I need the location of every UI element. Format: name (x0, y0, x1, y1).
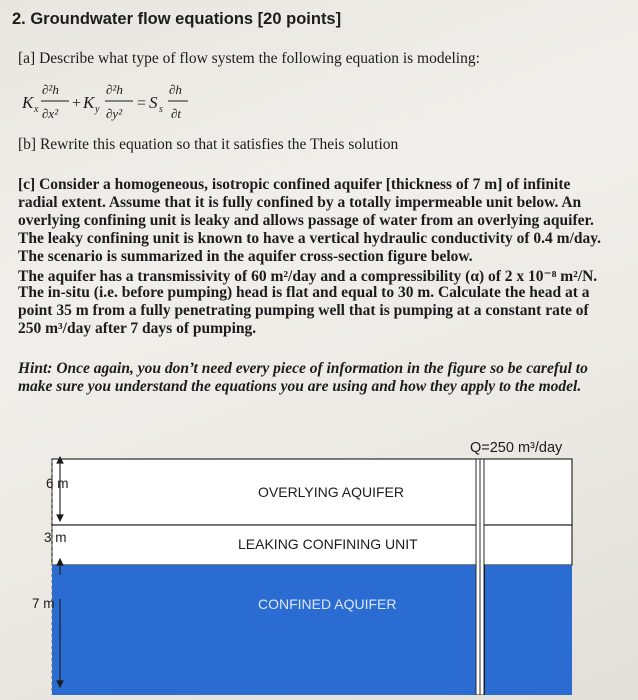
part-c-line: radial extent. Assume that it is fully confined by a totally impermeable unit below. An (18, 194, 582, 211)
part-c-line: The scenario is summarized in the aquifer cross-section figure below. (18, 248, 473, 265)
eq-ky: K (83, 93, 95, 112)
eq-dt: ∂t (171, 106, 182, 121)
pump-rate-label: Q=250 m³/day (470, 440, 563, 456)
part-a-text: [a] Describe what type of flow system the following equation is modeling: (18, 50, 480, 67)
eq-ss: S (149, 93, 158, 112)
well-screen-edge (484, 565, 485, 695)
eq-dy2: ∂y² (106, 106, 123, 121)
hint-line: make sure you understand the equations you are using and how they apply to the model. (18, 378, 582, 395)
hint-line: Hint: Once again, you don’t need every piece of information in the figure so be careful to (18, 360, 588, 377)
part-c-line: 250 m³/day after 7 days of pumping. (18, 320, 257, 337)
part-c-line: overlying confining unit is leaky and allows passage of water from an overlying aquifer. (18, 212, 594, 229)
eq-dh: ∂h (169, 82, 182, 97)
confined-aquifer-label: CONFINED AQUIFER (258, 596, 397, 612)
eq-d2h-1: ∂²h (42, 82, 59, 97)
flow-equation (22, 80, 192, 126)
eq-equals: = (137, 95, 147, 112)
overlying-aquifer-label: OVERLYING AQUIFER (258, 484, 404, 500)
eq-plus: + (72, 95, 82, 112)
part-c-line: The leaky confining unit is known to have a vertical hydraulic conductivity of 0.4 m/day. (18, 230, 602, 247)
eq-kx: K (22, 93, 34, 112)
part-c-line: The in-situ (i.e. before pumping) head is flat and equal to 30 m. Calculate the head at a (18, 284, 590, 301)
part-c-line: [c] Consider a homogeneous, isotropic confined aquifer [thickness of 7 m] of infinite (18, 176, 571, 193)
part-c-line: The aquifer has a transmissivity of 60 m²/day and a compressibility (α) of 2 x 10⁻⁸ m²/N. (18, 268, 598, 285)
part-b-text: [b] Rewrite this equation so that it satisfies the Theis solution (18, 136, 399, 153)
part-c-line: point 35 m from a fully penetrating pumping well that is pumping at a constant rate of (18, 302, 589, 319)
thickness-label-overlying: 6 m (46, 476, 69, 491)
problem-title: 2. Groundwater flow equations [20 points] (12, 10, 342, 28)
eq-ss-sub: s (159, 104, 163, 115)
thickness-label-confined: 7 m (32, 596, 55, 611)
confined-aquifer-box (52, 565, 572, 695)
eq-kx-sub: x (34, 104, 39, 115)
eq-dx2: ∂x² (42, 106, 59, 121)
eq-d2h-2: ∂²h (106, 82, 123, 97)
leaky-unit-label: LEAKING CONFINING UNIT (238, 536, 418, 552)
eq-ky-sub: y (95, 104, 100, 115)
thickness-label-leaky: 3 m (44, 530, 67, 545)
